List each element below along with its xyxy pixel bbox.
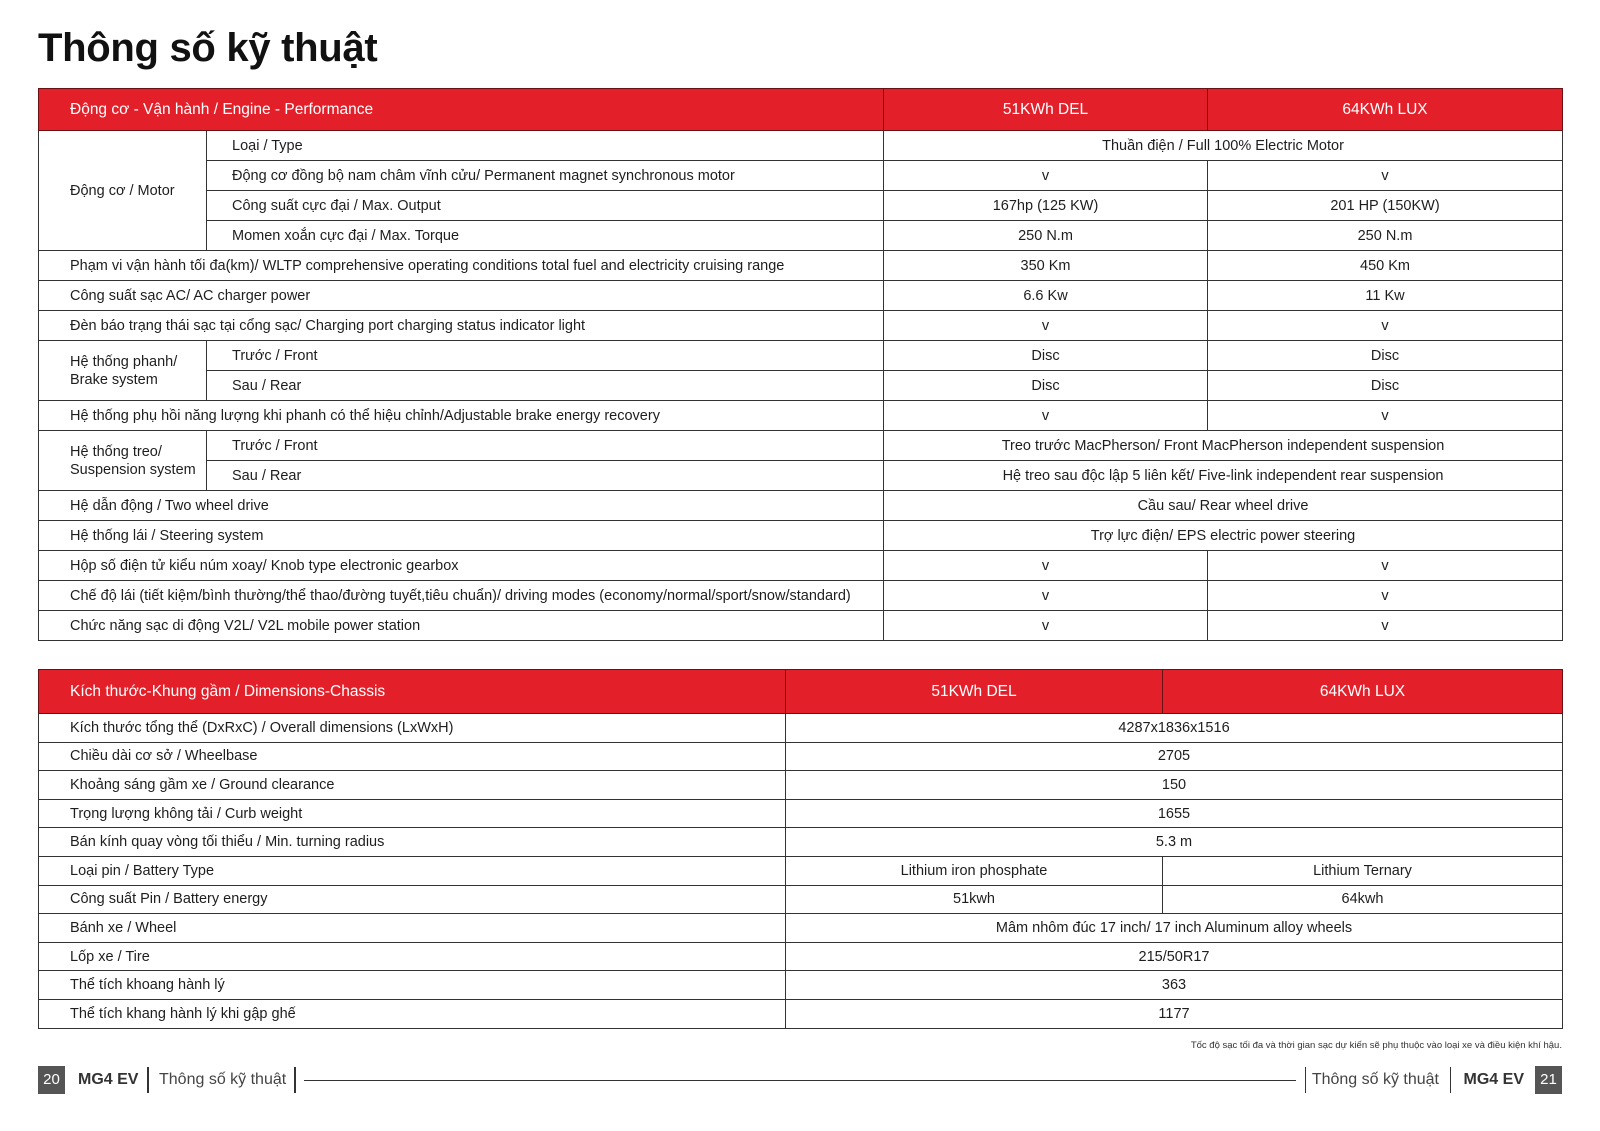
spec-label: Chế độ lái (tiết kiệm/bình thường/thể thao/đường tuyết,tiêu chuẩn)/ driving modes (economy/normal/sport/snow/standard) — [39, 581, 884, 611]
footer-divider — [1305, 1067, 1307, 1093]
spec-label: Bánh xe / Wheel — [39, 914, 786, 943]
spec-label: Hệ thống phụ hồi năng lượng khi phanh có thể hiệu chỉnh/Adjustable brake energy recovery — [39, 401, 884, 431]
spec-label: Loại pin / Battery Type — [39, 856, 786, 885]
footnote: Tốc độ sạc tối đa và thời gian sạc dự kiến sẽ phụ thuộc vào loại xe và điều kiện khí hậu. — [1190, 1040, 1562, 1051]
table-row — [39, 971, 1563, 1000]
spec-value-64kwh: Lithium Ternary — [1163, 856, 1563, 885]
spec-value-64kwh: 250 N.m — [1208, 221, 1563, 251]
spec-value-51kwh: 167hp (125 KW) — [884, 191, 1208, 221]
spec-value: Mâm nhôm đúc 17 inch/ 17 inch Aluminum alloy wheels — [786, 914, 1563, 943]
table-row — [39, 999, 1563, 1028]
table-row — [39, 521, 1563, 551]
dimensions-chassis-table — [38, 669, 1563, 1029]
spec-value-64kwh: 201 HP (150KW) — [1208, 191, 1563, 221]
dimensions-section-title: Kích thước-Khung gầm / Dimensions-Chassis — [39, 670, 786, 714]
spec-value-51kwh: v — [884, 161, 1208, 191]
spec-value-51kwh: v — [884, 401, 1208, 431]
spec-value: 1655 — [786, 799, 1563, 828]
spec-label: Động cơ đồng bộ nam châm vĩnh cửu/ Permanent magnet synchronous motor — [207, 161, 884, 191]
spec-label: Hộp số điện tử kiểu núm xoay/ Knob type electronic gearbox — [39, 551, 884, 581]
table-row — [39, 742, 1563, 771]
spec-value-64kwh: 64kwh — [1163, 885, 1563, 914]
table-row — [39, 942, 1563, 971]
page-number-left: 20 — [38, 1066, 65, 1094]
spec-label: Thể tích khang hành lý khi gập ghế — [39, 999, 786, 1028]
spec-label: Đèn báo trạng thái sạc tại cổng sạc/ Charging port charging status indicator light — [39, 311, 884, 341]
section-name-left: Thông số kỹ thuật — [159, 1071, 287, 1088]
table-row — [39, 431, 1563, 461]
spec-value-64kwh: v — [1208, 311, 1563, 341]
table-row — [39, 799, 1563, 828]
spec-value: 5.3 m — [786, 828, 1563, 857]
spec-value-64kwh: v — [1208, 551, 1563, 581]
engine-performance-table — [38, 88, 1563, 641]
suspension-group-label: Hệ thống treo/ Suspension system — [39, 431, 207, 491]
column-header-64kwh: 64KWh LUX — [1208, 89, 1563, 131]
table-row — [39, 491, 1563, 521]
table-header-row — [39, 670, 1563, 714]
spec-label: Phạm vi vận hành tối đa(km)/ WLTP comprehensive operating conditions total fuel and electricity cruising range — [39, 251, 884, 281]
spec-label: Lốp xe / Tire — [39, 942, 786, 971]
spec-value-51kwh: v — [884, 581, 1208, 611]
table-row — [39, 161, 1563, 191]
spec-label: Kích thước tổng thể (DxRxC) / Overall dimensions (LxWxH) — [39, 714, 786, 743]
table-row — [39, 551, 1563, 581]
page-number-right: 21 — [1535, 1066, 1562, 1094]
spec-value-51kwh: Lithium iron phosphate — [786, 856, 1163, 885]
spec-label: Khoảng sáng gầm xe / Ground clearance — [39, 771, 786, 800]
column-header-51kwh: 51KWh DEL — [884, 89, 1208, 131]
table-row — [39, 281, 1563, 311]
spec-value-51kwh: Disc — [884, 341, 1208, 371]
spec-value-51kwh: v — [884, 611, 1208, 641]
footer-divider — [147, 1067, 149, 1093]
spec-value: 363 — [786, 971, 1563, 1000]
table-row — [39, 341, 1563, 371]
table-row — [39, 221, 1563, 251]
spec-value: 2705 — [786, 742, 1563, 771]
footer-rule — [304, 1080, 1296, 1081]
table-row — [39, 828, 1563, 857]
spec-label: Công suất cực đại / Max. Output — [207, 191, 884, 221]
spec-value-51kwh: 350 Km — [884, 251, 1208, 281]
spec-value: Hệ treo sau độc lập 5 liên kết/ Five-link independent rear suspension — [884, 461, 1563, 491]
table-row — [39, 914, 1563, 943]
spec-label: Công suất sạc AC/ AC charger power — [39, 281, 884, 311]
model-name-left: MG4 EV — [78, 1071, 139, 1088]
page-footer — [38, 1066, 1562, 1094]
spec-value-64kwh: Disc — [1208, 341, 1563, 371]
footer-divider — [294, 1067, 296, 1093]
table-row — [39, 311, 1563, 341]
table-row — [39, 856, 1563, 885]
spec-value-64kwh: 11 Kw — [1208, 281, 1563, 311]
motor-group-label: Động cơ / Motor — [39, 131, 207, 251]
spec-label: Hệ dẫn động / Two wheel drive — [39, 491, 884, 521]
table-row — [39, 401, 1563, 431]
spec-label: Momen xoắn cực đại / Max. Torque — [207, 221, 884, 251]
table-row — [39, 885, 1563, 914]
model-name-right: MG4 EV — [1463, 1071, 1524, 1088]
spec-label: Sau / Rear — [207, 371, 884, 401]
spec-value-51kwh: v — [884, 551, 1208, 581]
table-header-row — [39, 89, 1563, 131]
spec-label: Trọng lượng không tải / Curb weight — [39, 799, 786, 828]
table-row — [39, 714, 1563, 743]
spec-value: Cầu sau/ Rear wheel drive — [884, 491, 1563, 521]
spec-value-64kwh: v — [1208, 581, 1563, 611]
spec-value: Trợ lực điện/ EPS electric power steering — [884, 521, 1563, 551]
spec-value: Treo trước MacPherson/ Front MacPherson independent suspension — [884, 431, 1563, 461]
spec-value-51kwh: 6.6 Kw — [884, 281, 1208, 311]
spec-value: Thuần điện / Full 100% Electric Motor — [884, 131, 1563, 161]
spec-label: Chiều dài cơ sở / Wheelbase — [39, 742, 786, 771]
spec-label: Công suất Pin / Battery energy — [39, 885, 786, 914]
spec-value-64kwh: v — [1208, 611, 1563, 641]
section-name-right: Thông số kỹ thuật — [1311, 1071, 1439, 1088]
spec-label: Loại / Type — [207, 131, 884, 161]
spec-label: Sau / Rear — [207, 461, 884, 491]
spec-value-51kwh: 250 N.m — [884, 221, 1208, 251]
spec-value-51kwh: v — [884, 311, 1208, 341]
spec-label: Hệ thống lái / Steering system — [39, 521, 884, 551]
spec-value-64kwh: Disc — [1208, 371, 1563, 401]
page-title: Thông số kỹ thuật — [38, 26, 378, 70]
table-row — [39, 461, 1563, 491]
footer-divider — [1450, 1067, 1452, 1093]
spec-value: 4287x1836x1516 — [786, 714, 1563, 743]
spec-value-51kwh: Disc — [884, 371, 1208, 401]
spec-value-64kwh: v — [1208, 161, 1563, 191]
brake-group-label: Hệ thống phanh/ Brake system — [39, 341, 207, 401]
spec-label: Trước / Front — [207, 341, 884, 371]
spec-value-64kwh: v — [1208, 401, 1563, 431]
engine-section-title: Động cơ - Vận hành / Engine - Performance — [39, 89, 884, 131]
spec-value-51kwh: 51kwh — [786, 885, 1163, 914]
table-row — [39, 251, 1563, 281]
column-header-64kwh: 64KWh LUX — [1163, 670, 1563, 714]
spec-value: 1177 — [786, 999, 1563, 1028]
table-row — [39, 371, 1563, 401]
spec-label: Chức năng sạc di động V2L/ V2L mobile power station — [39, 611, 884, 641]
spec-label: Thể tích khoang hành lý — [39, 971, 786, 1000]
table-row — [39, 131, 1563, 161]
spec-label: Trước / Front — [207, 431, 884, 461]
table-row — [39, 611, 1563, 641]
table-row — [39, 191, 1563, 221]
table-row — [39, 771, 1563, 800]
table-row — [39, 581, 1563, 611]
spec-value: 150 — [786, 771, 1563, 800]
spec-value: 215/50R17 — [786, 942, 1563, 971]
column-header-51kwh: 51KWh DEL — [786, 670, 1163, 714]
spec-value-64kwh: 450 Km — [1208, 251, 1563, 281]
spec-label: Bán kính quay vòng tối thiểu / Min. turning radius — [39, 828, 786, 857]
